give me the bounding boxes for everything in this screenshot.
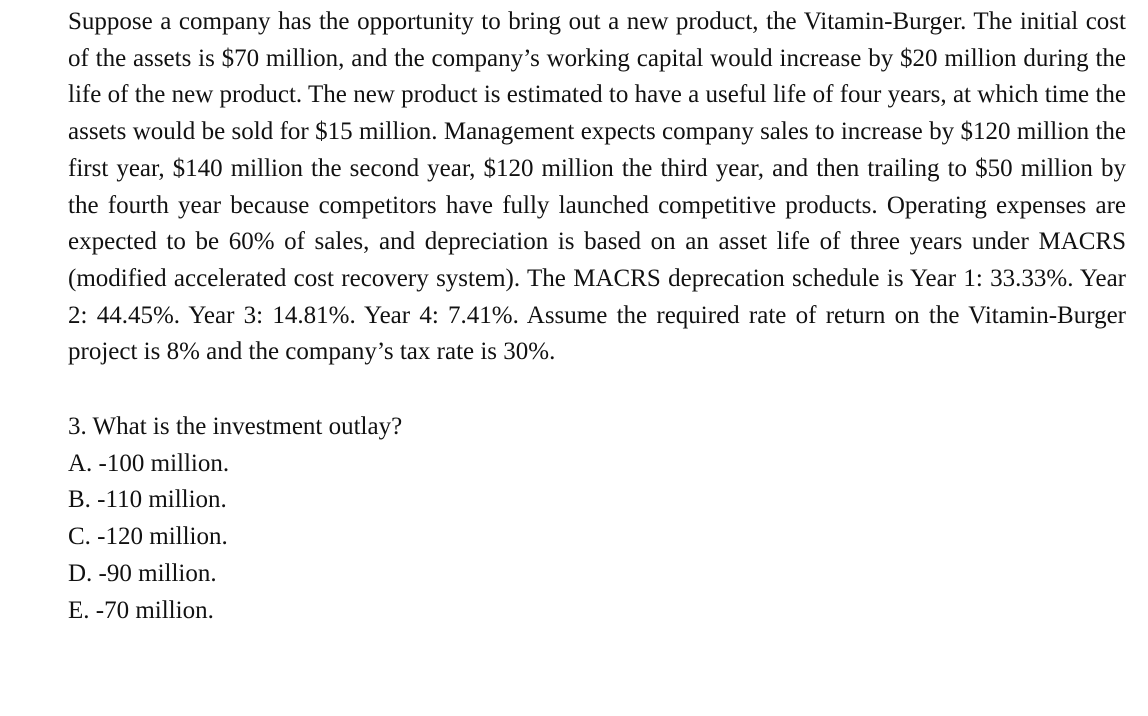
problem-statement: Suppose a company has the opportunity to bring out a new product, the Vitamin-Burger. The initial cost of the assets is $70 million, and the company’s working capital would increase by $20 million during the life of the new product. The new product is estimated to have a useful life of four years, at which time the assets would be sold for $15 million. Management expects company sales to increase by $120 million the first year, $140 million the second year, $120 million the third year, and then trailing to $50 million by the fourth year because competitors have fully launched competitive products. Operating expenses are expected to be 60% of sales, and depreciation is based on an asset life of three years under MACRS (modified accelerated cost recovery system). The MACRS deprecation schedule is Year 1: 33.33%. Year 2: 44.45%. Year 3: 14.81%. Year 4: 7.41%. Assume the required rate of return on the Vitamin-Burger project is 8% and the company’s tax rate is 30%. bbox=[68, 8, 1126, 366]
document-page bbox=[68, 4, 1126, 629]
answer-option-a: A. -100 million. bbox=[68, 449, 230, 477]
answer-options bbox=[68, 446, 1126, 630]
answer-option-e: E. -70 million. bbox=[68, 596, 214, 624]
answer-option-c: C. -120 million. bbox=[68, 523, 228, 551]
answer-option-d: D. -90 million. bbox=[68, 559, 217, 587]
question-prompt: 3. What is the investment outlay? bbox=[68, 413, 403, 441]
answer-option-b: B. -110 million. bbox=[68, 486, 227, 514]
